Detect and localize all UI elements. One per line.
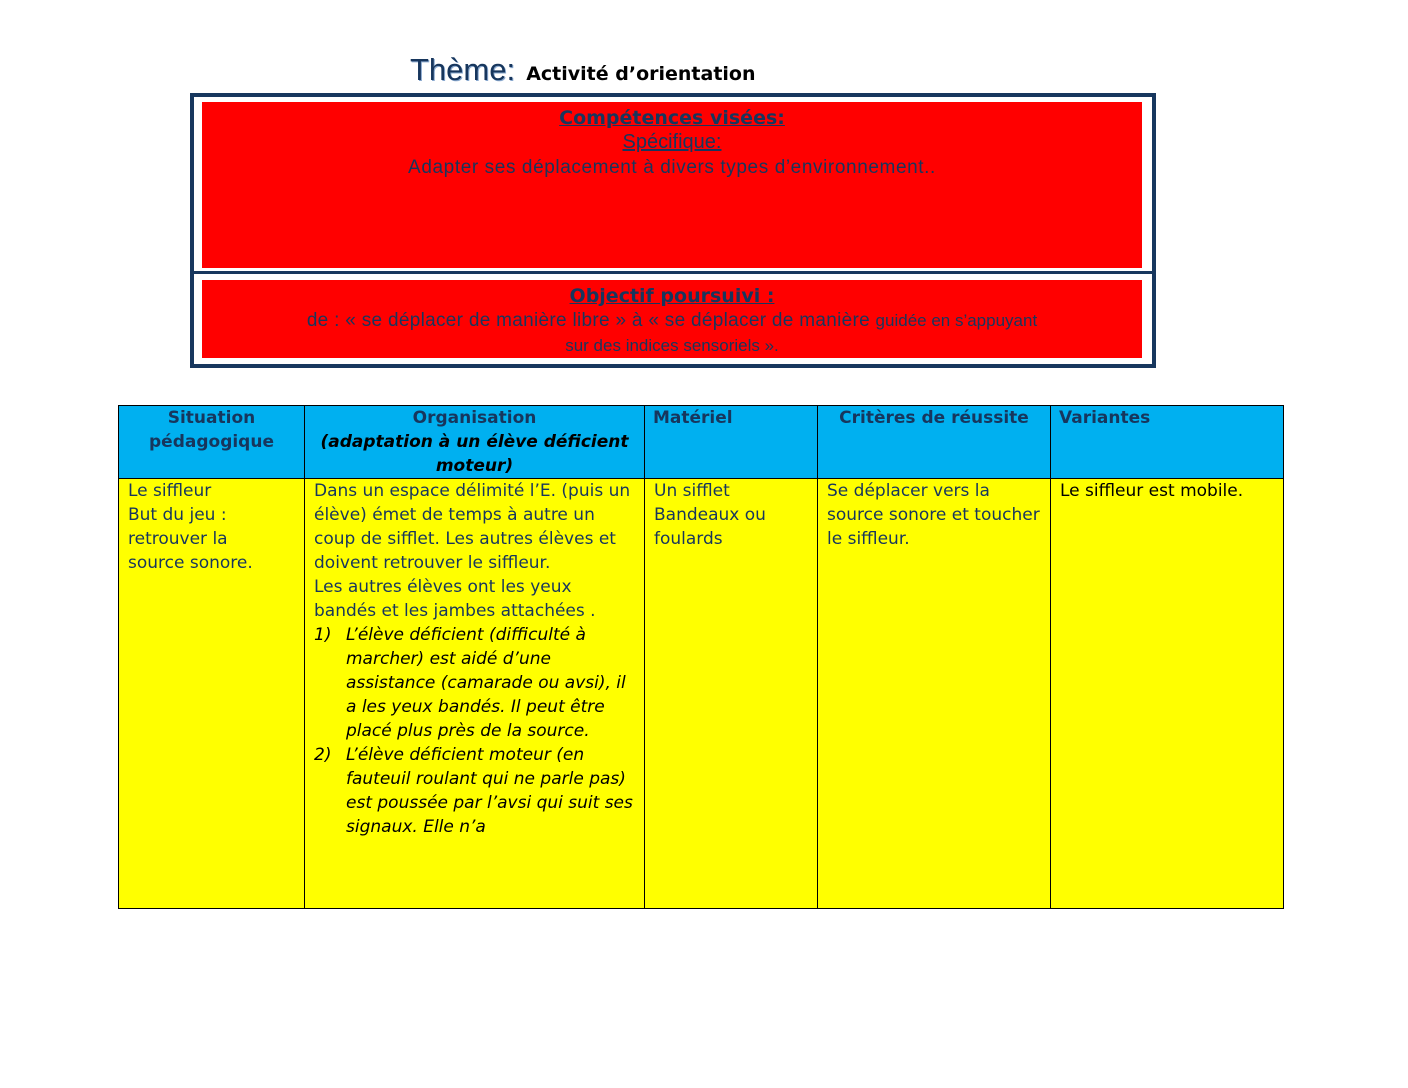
header-situation: Situation pédagogique — [119, 406, 305, 479]
header-variantes: Variantes — [1051, 406, 1284, 479]
objectif-text-line1 — [202, 308, 1142, 334]
list-item-text: L’élève déficient (difficulté à marcher) est aidé d’une assistance (camarade ou avsi), il a les yeux bandés. Il peut être placé plus près de la source. — [346, 625, 626, 741]
theme-title — [410, 52, 756, 88]
header-organisation — [305, 406, 645, 479]
objectif-heading: Objectif poursuivi : — [569, 285, 775, 307]
header-organisation-title: Organisation — [412, 408, 537, 428]
competences-heading: Compétences visées: — [559, 107, 785, 129]
list-item-number: 2) — [314, 745, 332, 765]
list-item-number: 1) — [314, 625, 332, 645]
header-organisation-sub: (adaptation à un élève déficient moteur) — [320, 432, 629, 476]
criteres-text: Se déplacer vers la source sonore et toucher le siffleur. — [827, 481, 1040, 549]
header-materiel: Matériel — [645, 406, 818, 479]
cell-organisation — [305, 479, 645, 909]
cell-criteres — [818, 479, 1051, 909]
materiel-line: Un sifflet — [654, 481, 730, 501]
situation-line: But du jeu : — [128, 505, 227, 525]
cell-situation — [119, 479, 305, 909]
objectif-text-line2: sur des indices sensoriels ». — [565, 336, 779, 355]
specifique-subheading: Spécifique: — [622, 131, 722, 153]
variantes-text: Le siffleur est mobile. — [1060, 481, 1244, 501]
table-row — [119, 479, 1284, 909]
organisation-paragraph: Dans un espace délimité l’E. (puis un élève) émet de temps à autre un coup de sifflet. Les autres élèves et doivent retrouver le siffleur. — [314, 481, 631, 573]
competences-box — [202, 102, 1142, 268]
organisation-list-item — [314, 623, 635, 743]
list-item-text: L’élève déficient moteur (en fauteuil roulant qui ne parle pas) est poussée par l’avsi qui suit ses signaux. Elle n’a — [346, 745, 633, 837]
theme-value: Activité d’orientation — [526, 63, 756, 85]
materiel-line: Bandeaux ou — [654, 505, 766, 525]
header-criteres: Critères de réussite — [818, 406, 1051, 479]
table-header-row — [119, 406, 1284, 479]
organisation-paragraph: Les autres élèves ont les yeux bandés et les jambes attachées . — [314, 577, 596, 621]
organisation-list — [314, 623, 635, 839]
objectives-frame — [190, 93, 1156, 368]
theme-label: Thème: — [410, 52, 516, 87]
activity-table — [118, 405, 1284, 909]
objectif-box — [202, 280, 1142, 358]
cell-materiel — [645, 479, 818, 909]
materiel-line: foulards — [654, 529, 723, 549]
competences-text: Adapter ses déplacement à divers types d’environnement.. — [408, 157, 936, 178]
frame-divider — [194, 271, 1152, 274]
organisation-list-item — [314, 743, 635, 839]
objectif-text-small: guidée en s’appuyant — [875, 311, 1038, 330]
objectif-text-large: de : « se déplacer de manière libre » à « se déplacer de manière — [306, 310, 870, 331]
situation-line: retrouver la — [128, 529, 228, 549]
situation-line: Le siffleur — [128, 481, 212, 501]
situation-line: source sonore. — [128, 553, 253, 573]
cell-variantes — [1051, 479, 1284, 909]
